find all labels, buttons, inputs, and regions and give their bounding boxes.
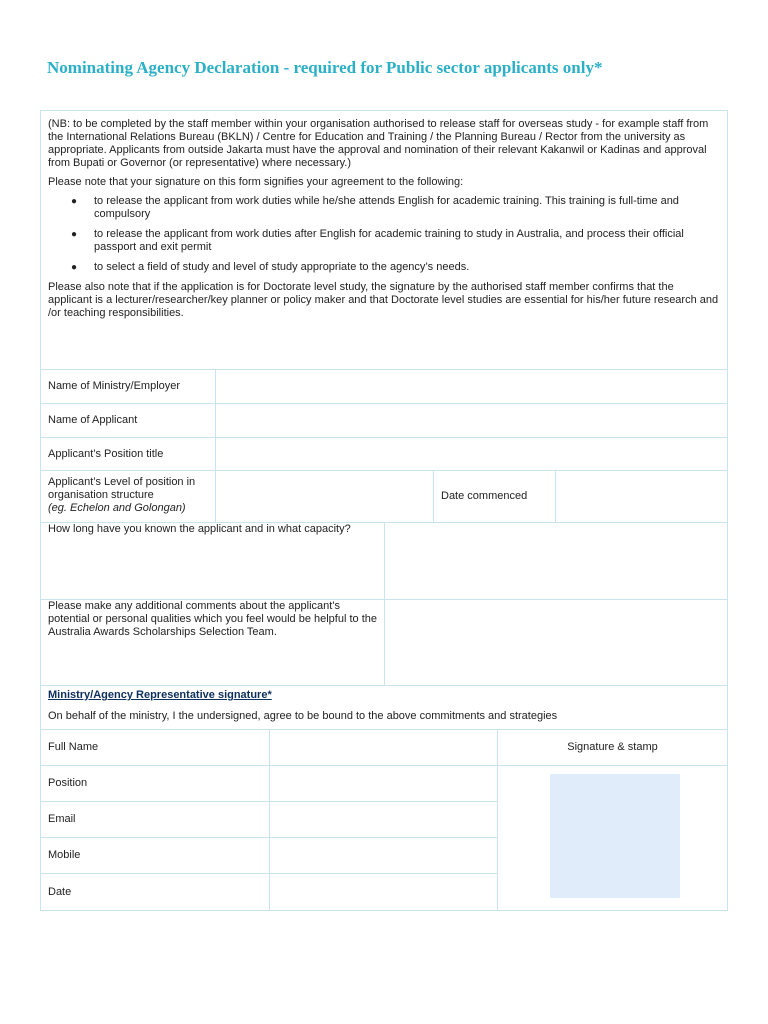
level-example: (eg. Echelon and Golongan): [48, 502, 186, 514]
date-commenced-label: Date commenced: [441, 490, 528, 502]
applicant-name-label: Name of Applicant: [48, 414, 138, 426]
position-input[interactable]: [270, 766, 497, 801]
full-name-input[interactable]: [270, 730, 497, 765]
full-name-label: Full Name: [48, 741, 99, 753]
signature-stamp-label: Signature & stamp: [567, 741, 658, 753]
ministry-label: Name of Ministry/Employer: [48, 380, 181, 392]
level-input[interactable]: [216, 471, 433, 522]
email-label: Email: [48, 813, 76, 825]
bullet-icon: ●: [71, 196, 78, 207]
notes-doctorate: Please also note that if the application is for Doctorate level study, the signature by the authorised staff member confirms that the applicant is a lecturer/researcher/key planner or policy maker and that Doctorate level studies are essential for his/her future research and /or teaching responsibilities.: [48, 281, 719, 319]
mobile-label: Mobile: [48, 849, 81, 861]
date-label: Date: [48, 885, 72, 898]
comments-label: Please make any additional comments about the applicant's potential or personal qualities which you feel would be helpful to the Australia Awards Scholarships Selection Team.: [48, 600, 377, 638]
how-long-label: How long have you known the applicant and in what capacity?: [48, 523, 351, 535]
page-title: Nominating Agency Declaration - required for Public sector applicants only*: [47, 58, 603, 77]
position-title-input[interactable]: [216, 438, 727, 470]
applicant-name-input[interactable]: [216, 404, 727, 437]
position-label: Position: [48, 777, 88, 789]
notes-content: [41, 118, 727, 326]
notes-bullet-item: ● to select a field of study and level of study appropriate to the agency’s needs.: [71, 261, 470, 273]
ministry-input[interactable]: [216, 370, 727, 403]
signature-heading: Ministry/Agency Representative signature*: [48, 689, 272, 701]
how-long-input[interactable]: [385, 523, 727, 599]
level-label: Applicant’s Level of position in organisation structure (eg. Echelon and Golongan): [41, 476, 215, 522]
date-input[interactable]: [270, 874, 497, 910]
notes-agreement-lead: Please note that your signature on this form signifies your agreement to the following:: [48, 176, 464, 188]
notes-bullet-item: ● to release the applicant from work duties after English for academic training to study in Australia, and process their official passport and exit permit: [71, 228, 684, 253]
notes-bullet-list: [48, 195, 720, 274]
email-input[interactable]: [270, 802, 497, 837]
mobile-input[interactable]: [270, 838, 497, 873]
signature-stamp-area[interactable]: [550, 774, 680, 898]
comments-input[interactable]: [385, 600, 727, 686]
position-title-label: Applicant’s Position title: [48, 447, 164, 460]
date-commenced-input[interactable]: [556, 471, 727, 522]
notes-bullet-item: ● to release the applicant from work duties while he/she attends English for academic training. This training is full-time and compulsory: [71, 195, 679, 220]
bullet-icon: ●: [71, 262, 78, 273]
bullet-icon: ●: [71, 229, 78, 240]
signature-statement: On behalf of the ministry, I the undersigned, agree to be bound to the above commitments and strategies: [48, 710, 558, 722]
notes-intro: (NB: to be completed by the staff member within your organisation authorised to release staff for overseas study - for example staff from the International Relations Bureau (BKLN) / Centre for Education and Training / the Planning Bureau / Rector from the university as appropriate. Applicants from outside Jakarta must have the approval and nomination of their relevant Kakanwil or Kadinas and approval from Bupati or Governor (or representative) where necessary.): [48, 118, 709, 169]
